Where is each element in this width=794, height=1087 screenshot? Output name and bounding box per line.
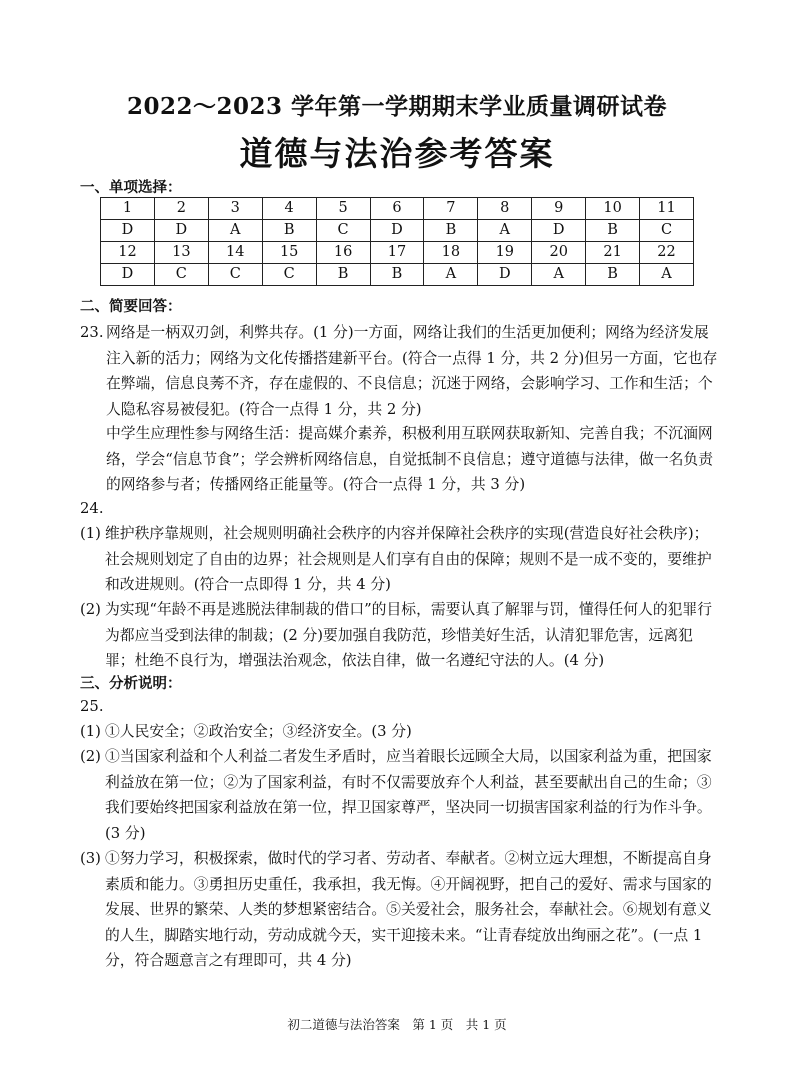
- table-cell: C: [262, 264, 316, 286]
- table-cell: D: [101, 220, 155, 242]
- table-cell: A: [532, 264, 586, 286]
- table-cell: A: [424, 264, 478, 286]
- table-cell: 14: [208, 242, 262, 264]
- question-23-para1: 网络是一柄双刃剑，利弊共存。(1 分)一方面，网络让我们的生活更加便利；网络为经济发展注入新的活力；网络为文化传播搭建新平台。(符合一点得 1 分，共 2 分)但另一方面，它也存在弊端，信息良莠不齐，存在虚假的、不良信息；沉迷于网络，会影响学习、工作和生活；个人隐私容易被侵犯。(符合一点得 1 分，共 2 分): [106, 324, 718, 418]
- table-cell: 6: [370, 198, 424, 220]
- part-label: (2): [80, 748, 101, 765]
- table-row: [101, 220, 694, 242]
- table-row: [101, 198, 694, 220]
- table-cell: B: [316, 264, 370, 286]
- table-cell: A: [208, 220, 262, 242]
- table-cell: A: [640, 264, 694, 286]
- table-cell: 22: [640, 242, 694, 264]
- question-25-number: 25.: [80, 698, 104, 715]
- table-cell: 12: [101, 242, 155, 264]
- table-cell: B: [586, 264, 640, 286]
- table-cell: D: [101, 264, 155, 286]
- table-cell: B: [586, 220, 640, 242]
- question-24-part-1: [80, 521, 720, 598]
- section1-heading: 一、单项选择：: [80, 179, 182, 196]
- part-text: 维护秩序靠规则，社会规则明确社会秩序的内容并保障社会秩序的实现(营造良好社会秩序)；社会规则划定了自由的边界；社会规则是人们享有自由的保障；规则不是一成不变的，要维护和改进规则。(符合一点即得 1 分，共 4 分): [105, 525, 712, 593]
- question-24-number: 24.: [80, 500, 104, 517]
- part-text: ①当国家利益和个人利益二者发生矛盾时，应当着眼长远顾全大局，以国家利益为重，把国家利益放在第一位；②为了国家利益，有时不仅需要放弃个人利益，甚至要献出自己的生命；③我们要始终把国家利益放在第一位，捍卫国家尊严，坚决同一切损害国家利益的行为作斗争。(3 分): [105, 748, 712, 842]
- table-cell: C: [316, 220, 370, 242]
- table-cell: 19: [478, 242, 532, 264]
- question-25-part-1: [80, 719, 720, 745]
- table-cell: D: [154, 220, 208, 242]
- table-cell: 17: [370, 242, 424, 264]
- table-cell: A: [478, 220, 532, 242]
- table-cell: 15: [262, 242, 316, 264]
- table-cell: 13: [154, 242, 208, 264]
- part-label: (3): [80, 850, 101, 867]
- part-text: ①人民安全；②政治安全；③经济安全。(3 分): [105, 723, 412, 740]
- question-24-part-2: [80, 597, 720, 674]
- table-cell: C: [640, 220, 694, 242]
- table-cell: 16: [316, 242, 370, 264]
- table-cell: 20: [532, 242, 586, 264]
- part-label: (1): [80, 525, 101, 542]
- table-cell: 2: [154, 198, 208, 220]
- table-cell: 9: [532, 198, 586, 220]
- question-23-number: 23.: [80, 324, 104, 341]
- table-cell: 11: [640, 198, 694, 220]
- table-cell: 5: [316, 198, 370, 220]
- table-cell: D: [532, 220, 586, 242]
- table-cell: 4: [262, 198, 316, 220]
- part-label: (1): [80, 723, 101, 740]
- section3-heading: 三、分析说明：: [80, 675, 182, 692]
- table-cell: 21: [586, 242, 640, 264]
- table-cell: 18: [424, 242, 478, 264]
- table-cell: 10: [586, 198, 640, 220]
- table-cell: 7: [424, 198, 478, 220]
- table-row: [101, 264, 694, 286]
- question-25-part-3: [80, 846, 720, 974]
- answer-table: [100, 197, 694, 286]
- part-text: 为实现“年龄不再是逃脱法律制裁的借口”的目标，需要认真了解罪与罚，懂得任何人的犯罪行为都应当受到法律的制裁；(2 分)要加强自我防范，珍惜美好生活，认清犯罪危害，远离犯罪；杜绝不良行为，增强法治观念，依法自律，做一名遵纪守法的人。(4 分): [105, 601, 713, 669]
- table-cell: B: [262, 220, 316, 242]
- exam-title: 2022～2023 学年第一学期期末学业质量调研试卷: [126, 93, 668, 120]
- table-cell: D: [478, 264, 532, 286]
- question-25-part-2: [80, 744, 720, 846]
- table-cell: 3: [208, 198, 262, 220]
- table-cell: D: [370, 220, 424, 242]
- part-text: ①努力学习，积极探索，做时代的学习者、劳动者、奉献者。②树立远大理想，不断提高自身素质和能力。③勇担历史重任，我承担，我无悔。④开阔视野，把自己的爱好、需求与国家的发展、世界的繁荣、人类的梦想紧密结合。⑤关爱社会，服务社会，奉献社会。⑥规划有意义的人生，脚踏实地行动，劳动成就今天，实干迎接未来。“让青春绽放出绚丽之花”。(一点 1 分，符合题意言之有理即可，共 4 分): [105, 850, 712, 969]
- question-23-para2: 中学生应理性参与网络生活：提高媒介素养，积极利用互联网获取新知、完善自我；不沉湎网络，学会“信息节食”；学会辨析网络信息，自觉抵制不良信息；遵守道德与法律，做一名负责的网络参与者；传播网络正能量等。(符合一点得 1 分，共 3 分): [106, 425, 714, 493]
- page-footer: 初二道德与法治答案 第 1 页 共 1 页: [287, 1017, 507, 1032]
- subject-title: 道德与法治参考答案: [239, 134, 555, 173]
- table-cell: 1: [101, 198, 155, 220]
- section2-heading: 二、简要回答：: [80, 298, 182, 315]
- table-cell: 8: [478, 198, 532, 220]
- table-cell: C: [154, 264, 208, 286]
- table-cell: C: [208, 264, 262, 286]
- table-cell: B: [370, 264, 424, 286]
- part-label: (2): [80, 601, 101, 618]
- table-cell: B: [424, 220, 478, 242]
- table-row: [101, 242, 694, 264]
